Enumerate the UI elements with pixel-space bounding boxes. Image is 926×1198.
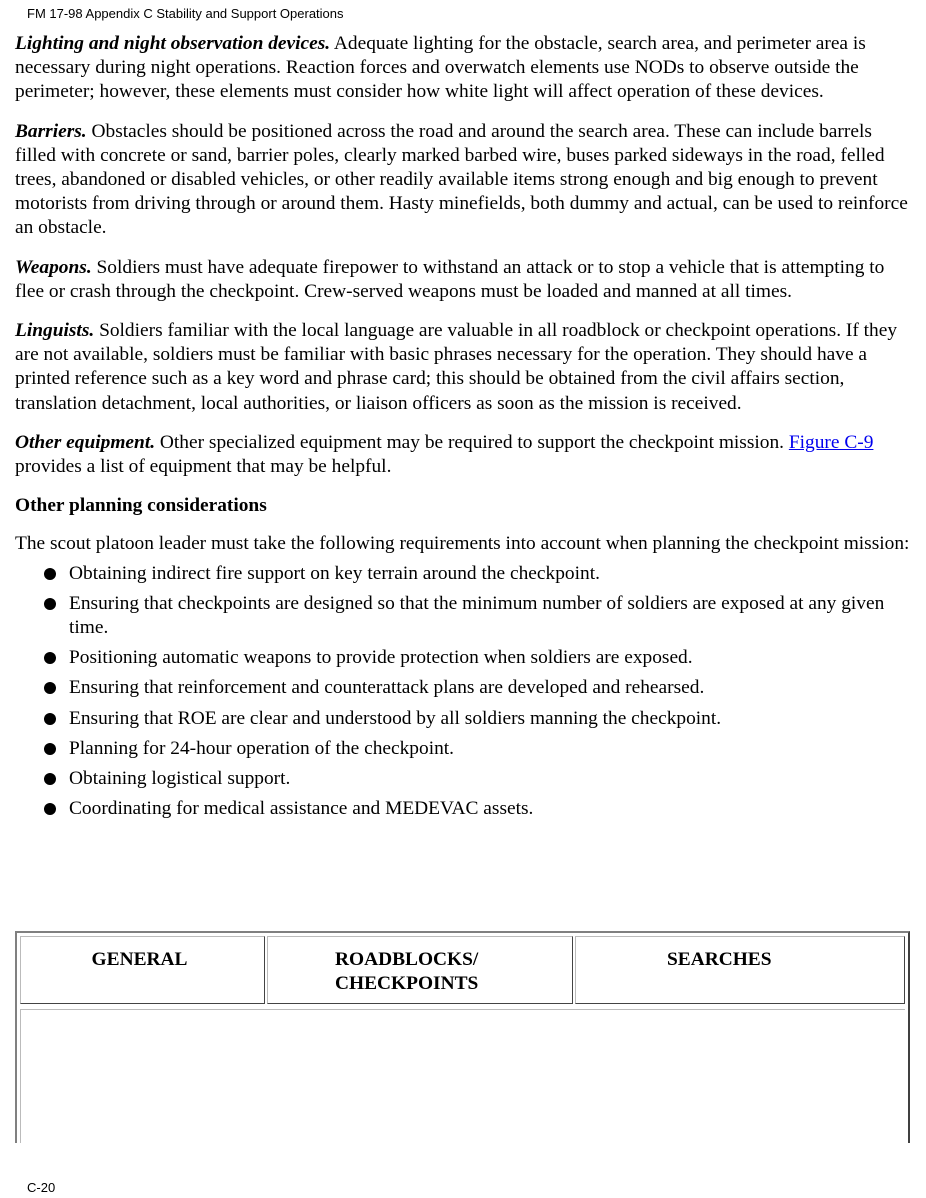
paragraph-lead: Linguists. bbox=[15, 320, 95, 342]
list-item bbox=[15, 646, 910, 670]
planning-intro: The scout platoon leader must take the following requirements into account when planning the checkpoint mission: bbox=[15, 533, 910, 555]
list-item-text: Coordinating for medical assistance and MEDEVAC assets. bbox=[69, 798, 534, 820]
bullet-icon bbox=[44, 652, 56, 664]
list-item bbox=[15, 592, 910, 640]
paragraph-text: Other specialized equipment may be required to support the checkpoint mission. bbox=[155, 431, 789, 453]
paragraph-text: Adequate lighting for the obstacle, search area, and perimeter area is necessary during night operations. Reaction forces and overwatch elements use NODs to observe outside the perimeter; however, these elements must consider how white light will affect operation of these devices. bbox=[15, 33, 866, 103]
table-header-line: ROADBLOCKS/ bbox=[335, 949, 479, 970]
paragraph-barriers bbox=[15, 120, 910, 241]
list-item bbox=[15, 676, 910, 700]
page-number: C-20 bbox=[27, 1180, 56, 1195]
list-item-text: Planning for 24-hour operation of the checkpoint. bbox=[69, 737, 455, 759]
paragraph-lighting bbox=[15, 32, 910, 105]
bullet-icon bbox=[44, 743, 56, 755]
paragraph-other-equipment bbox=[15, 431, 910, 479]
equipment-table bbox=[15, 931, 910, 1143]
list-item-text: Ensuring that reinforcement and counterattack plans are developed and rehearsed. bbox=[69, 677, 705, 699]
paragraph-lead: Lighting and night observation devices. bbox=[15, 33, 331, 54]
list-item-text: Obtaining indirect fire support on key terrain around the checkpoint. bbox=[69, 562, 600, 584]
list-item bbox=[15, 737, 910, 761]
table-header-searches: SEARCHES bbox=[575, 936, 905, 1004]
paragraph-linguists bbox=[15, 319, 910, 416]
figure-c9-link[interactable]: Figure C-9 bbox=[788, 431, 874, 453]
section-heading: Other planning considerations bbox=[15, 495, 267, 517]
planning-list bbox=[15, 562, 910, 822]
table-header-general: GENERAL bbox=[20, 936, 265, 1004]
list-item bbox=[15, 797, 910, 821]
bullet-icon bbox=[44, 598, 56, 610]
bullet-icon bbox=[44, 773, 56, 785]
paragraph-text: Soldiers must have adequate firepower to withstand an attack or to stop a vehicle that is attempting to flee or crash through the checkpoint. Crew-served weapons must be loaded and manned at all times. bbox=[15, 256, 885, 302]
table-header-row bbox=[17, 933, 908, 1007]
table-header-line: CHECKPOINTS bbox=[335, 973, 479, 994]
paragraph-lead: Weapons. bbox=[15, 256, 92, 278]
bullet-icon bbox=[44, 568, 56, 580]
table-body-cell bbox=[20, 1009, 905, 1143]
bullet-icon bbox=[44, 803, 56, 815]
paragraph-text: Obstacles should be positioned across the road and around the search area. These can include barrels filled with concrete or sand, barrier poles, clearly marked barbed wire, buses parked sideways in the road, felled trees, abandoned or disabled vehicles, or other readily available items strong enough and big enough to prevent motorists from driving through or around them. Hasty minefields, both dummy and actual, can be used to reinforce an obstacle. bbox=[15, 120, 908, 239]
list-item-text: Ensuring that checkpoints are designed so that the minimum number of soldiers are exposed at any given time. bbox=[69, 592, 885, 639]
paragraph-lead: Other equipment. bbox=[15, 431, 156, 453]
paragraph-text: provides a list of equipment that may be helpful. bbox=[15, 456, 392, 478]
list-item bbox=[15, 562, 910, 586]
list-item-text: Positioning automatic weapons to provide protection when soldiers are exposed. bbox=[69, 647, 693, 669]
document-body bbox=[15, 32, 910, 827]
paragraph-text: Soldiers familiar with the local language are valuable in all roadblock or checkpoint operations. If they are not available, soldiers must be familiar with basic phrases necessary for the operation. They should have a printed reference such as a key word and phrase card; this should be obtained from the civil affairs section, translation detachment, local authorities, or liaison officers as soon as the mission is received. bbox=[15, 320, 898, 414]
paragraph-lead: Barriers. bbox=[15, 120, 87, 142]
running-header: FM 17-98 Appendix C Stability and Support Operations bbox=[27, 6, 344, 21]
bullet-icon bbox=[44, 713, 56, 725]
list-item-text: Ensuring that ROE are clear and understood by all soldiers manning the checkpoint. bbox=[69, 707, 722, 729]
bullet-icon bbox=[44, 682, 56, 694]
list-item bbox=[15, 707, 910, 731]
list-item-text: Obtaining logistical support. bbox=[69, 768, 291, 790]
paragraph-weapons bbox=[15, 256, 910, 304]
list-item bbox=[15, 767, 910, 791]
table-header-roadblocks bbox=[267, 936, 573, 1004]
